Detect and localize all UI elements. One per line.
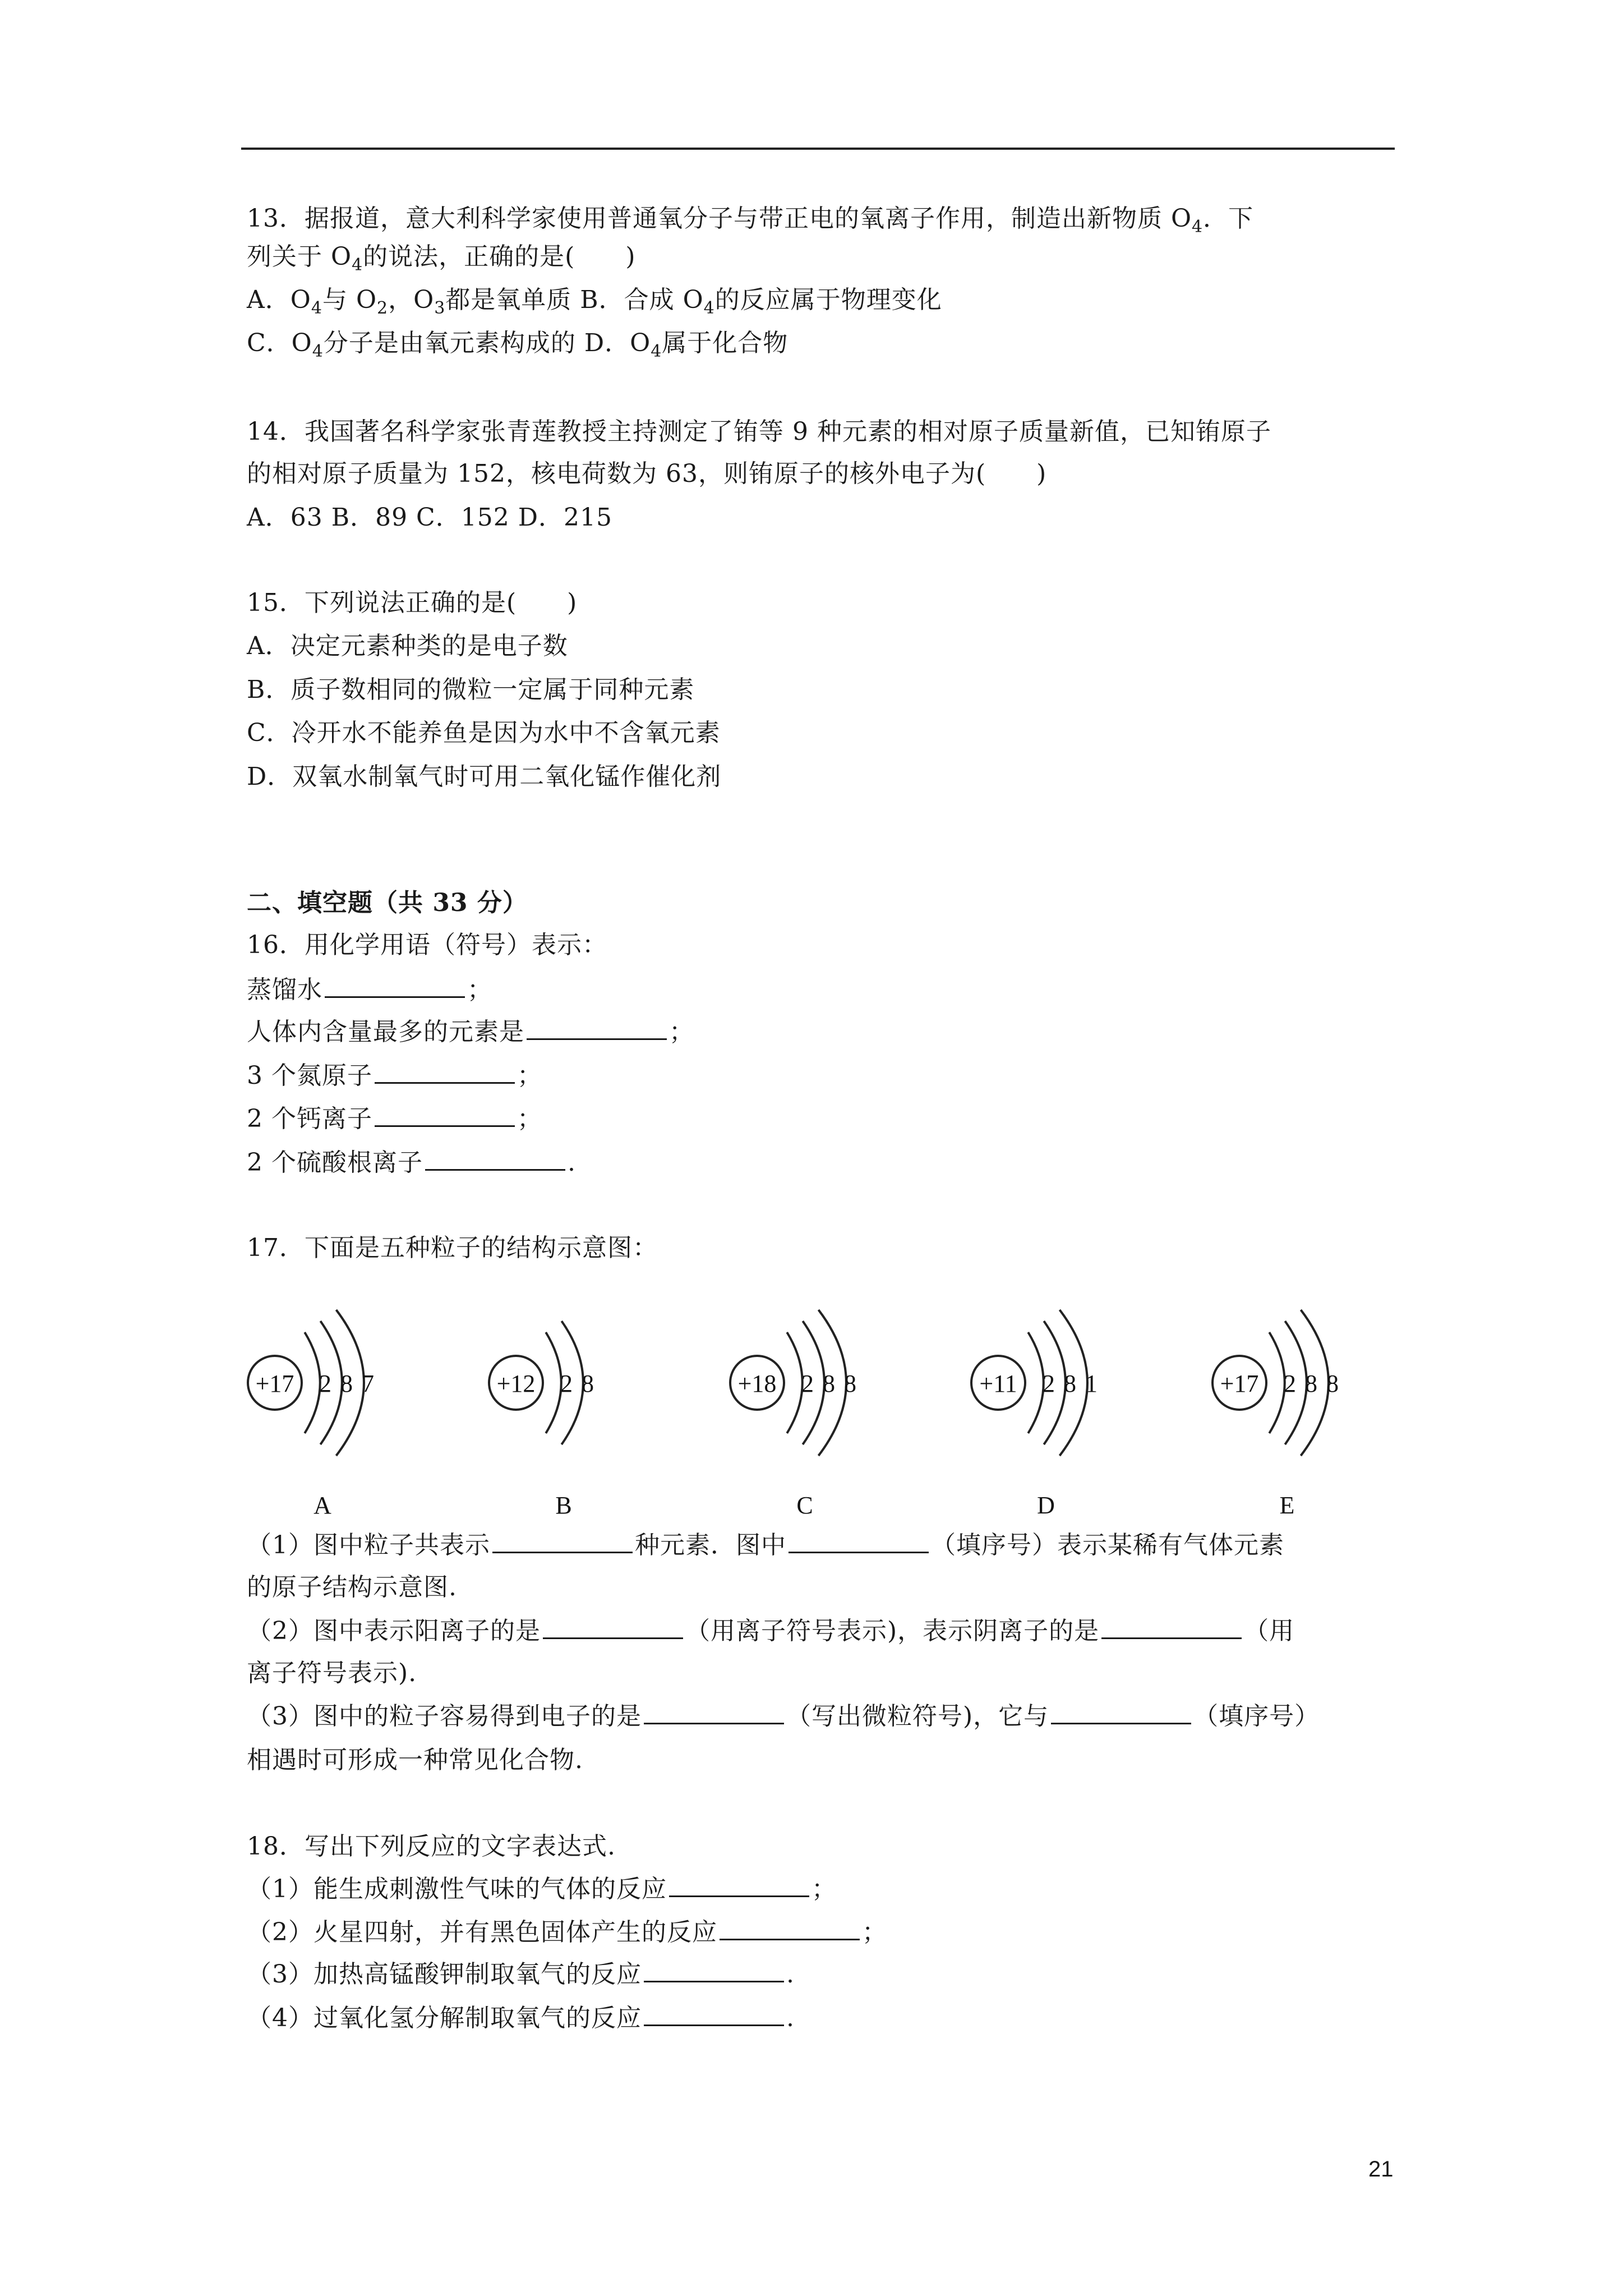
particle-label: B bbox=[555, 1492, 572, 1519]
q16-item bbox=[247, 1102, 542, 1136]
punct: ； bbox=[862, 1918, 887, 1947]
shell-electron-count: 7 bbox=[362, 1370, 374, 1397]
shell-electron-count: 2 bbox=[560, 1370, 573, 1397]
q17-text: （用离子符号表示)，表示阴离子的是 bbox=[685, 1617, 1100, 1645]
particle-structure-diagrams bbox=[241, 1279, 1419, 1526]
electron-shell-arc bbox=[787, 1332, 803, 1433]
q14-options: A．63 B．89 C．152 D．215 bbox=[247, 503, 612, 532]
q18-item bbox=[247, 2001, 795, 2035]
electron-shell-arc bbox=[546, 1332, 561, 1433]
page-number: 21 bbox=[1368, 2157, 1394, 2182]
q17-part3-line2: 相遇时可形成一种常见化合物. bbox=[247, 1746, 583, 1774]
electron-shell-arc bbox=[305, 1332, 320, 1433]
q18-item-text: （4）过氧化氢分解制取氧气的反应 bbox=[247, 2004, 642, 2032]
q14-stem-text: ) bbox=[1036, 459, 1047, 488]
q18-item-text: （1）能生成刺激性气味的气体的反应 bbox=[247, 1875, 667, 1903]
punct: . bbox=[567, 1148, 576, 1177]
q14-stem-text: 的相对原子质量为 152，核电荷数为 63，则铕原子的核外电子为( bbox=[247, 459, 986, 488]
punct: . bbox=[786, 2004, 795, 2032]
subscript: 4 bbox=[352, 255, 363, 275]
q13-option-text: 分子是由氧元素构成的 D．O bbox=[323, 329, 651, 357]
shell-electron-count: 8 bbox=[844, 1370, 856, 1397]
q17-part1-line2: 的原子结构示意图. bbox=[247, 1573, 457, 1602]
q13-option-text: 都是氧单质 B．合成 O bbox=[445, 286, 704, 314]
q17-text: 种元素．图中 bbox=[635, 1531, 786, 1559]
q13-stem-text: ．下 bbox=[1203, 204, 1254, 233]
answer-blank[interactable] bbox=[1101, 1615, 1242, 1639]
q16-item bbox=[247, 1015, 694, 1049]
shell-electron-count: 2 bbox=[1043, 1370, 1055, 1397]
q15-option-b: B．质子数相同的微粒一定属于同种元素 bbox=[247, 675, 695, 704]
q13-options-ab bbox=[247, 283, 942, 317]
q15-option-c: C．冷开水不能养鱼是因为水中不含氧元素 bbox=[247, 719, 721, 747]
q18-item bbox=[247, 1916, 887, 1949]
q13-option-text: 与 O bbox=[322, 286, 377, 314]
nucleus-charge: +12 bbox=[496, 1370, 536, 1397]
electron-shell-arc bbox=[1269, 1332, 1285, 1433]
q16-item bbox=[247, 1059, 542, 1093]
particle-label: D bbox=[1037, 1492, 1055, 1519]
answer-blank[interactable] bbox=[789, 1529, 929, 1553]
punct: ； bbox=[517, 1105, 542, 1133]
q13-stem-line1 bbox=[247, 202, 1253, 236]
shell-electron-count: 2 bbox=[319, 1370, 331, 1397]
q16-stem: 16．用化学用语（符号）表示： bbox=[247, 931, 607, 959]
particle-diagram-b bbox=[489, 1321, 594, 1519]
q17-text: （填序号） bbox=[1193, 1702, 1320, 1731]
q13-option-text: 的反应属于物理变化 bbox=[714, 286, 942, 314]
answer-blank[interactable] bbox=[644, 1958, 784, 1982]
q17-text: （写出微粒符号)，它与 bbox=[786, 1702, 1049, 1731]
q17-text: （用 bbox=[1244, 1617, 1295, 1645]
q16-item-text: 3 个氮原子 bbox=[247, 1061, 372, 1090]
answer-blank[interactable] bbox=[325, 974, 465, 998]
answer-blank[interactable] bbox=[644, 1700, 784, 1724]
shell-electron-count: 1 bbox=[1085, 1370, 1098, 1397]
punct: ； bbox=[517, 1061, 542, 1090]
shell-electron-count: 8 bbox=[823, 1370, 835, 1397]
punct: ； bbox=[467, 976, 492, 1004]
shell-electron-count: 8 bbox=[340, 1370, 353, 1397]
q15-option-a: A．决定元素种类的是电子数 bbox=[247, 632, 568, 660]
q13-stem-text: 列关于 O bbox=[247, 242, 352, 271]
q17-part3-line1 bbox=[247, 1700, 1320, 1733]
q16-item bbox=[247, 1146, 576, 1180]
q14-stem-line1: 14．我国著名科学家张青莲教授主持测定了铕等 9 种元素的相对原子质量新值，已知铕原子 bbox=[247, 417, 1271, 446]
q13-stem-text: 的说法，正确的是( bbox=[363, 242, 575, 271]
q15-option-d: D．双氧水制氧气时可用二氧化锰作催化剂 bbox=[247, 762, 722, 791]
q13-option-text: A．O bbox=[247, 286, 311, 314]
subscript: 4 bbox=[312, 341, 324, 361]
particle-diagram-e bbox=[1212, 1310, 1339, 1519]
punct: ； bbox=[811, 1875, 837, 1903]
answer-blank[interactable] bbox=[720, 1916, 860, 1940]
q15-stem-text: ) bbox=[567, 588, 578, 617]
answer-blank[interactable] bbox=[425, 1147, 565, 1171]
q17-text: （2）图中表示阳离子的是 bbox=[247, 1617, 541, 1645]
answer-blank[interactable] bbox=[543, 1615, 683, 1639]
shell-electron-count: 2 bbox=[1284, 1370, 1296, 1397]
particle-diagram-c bbox=[730, 1310, 856, 1519]
q17-part2-line2: 离子符号表示). bbox=[247, 1659, 417, 1687]
particle-label: E bbox=[1279, 1492, 1295, 1519]
q17-text: （填序号）表示某稀有气体元素 bbox=[931, 1531, 1284, 1559]
shell-electron-count: 8 bbox=[1305, 1370, 1317, 1397]
nucleus-charge: +11 bbox=[979, 1370, 1017, 1397]
subscript: 4 bbox=[703, 298, 715, 318]
q13-option-text: ，O bbox=[388, 286, 435, 314]
shell-electron-count: 8 bbox=[1326, 1370, 1339, 1397]
q18-item bbox=[247, 1872, 837, 1906]
nucleus-charge: +17 bbox=[1220, 1370, 1259, 1397]
subscript: 4 bbox=[651, 341, 662, 361]
q18-item bbox=[247, 1958, 795, 1991]
answer-blank[interactable] bbox=[492, 1529, 633, 1553]
answer-blank[interactable] bbox=[644, 2002, 784, 2026]
q13-options-cd bbox=[247, 326, 788, 360]
subscript: 4 bbox=[1192, 217, 1204, 237]
shell-electron-count: 8 bbox=[1064, 1370, 1076, 1397]
q16-item-text: 蒸馏水 bbox=[247, 976, 322, 1004]
subscript: 2 bbox=[377, 298, 389, 318]
punct: . bbox=[786, 1960, 795, 1989]
q13-stem-text: ) bbox=[625, 242, 636, 271]
particle-label: C bbox=[796, 1492, 813, 1519]
answer-blank[interactable] bbox=[375, 1060, 515, 1084]
q17-text: （1）图中粒子共表示 bbox=[247, 1531, 490, 1559]
q13-option-text: C．O bbox=[247, 329, 312, 357]
subscript: 4 bbox=[311, 298, 322, 318]
q17-part2-line1 bbox=[247, 1614, 1294, 1648]
q16-item-text: 2 个钙离子 bbox=[247, 1105, 372, 1133]
q16-item bbox=[247, 973, 492, 1007]
q16-item-text: 人体内含量最多的元素是 bbox=[247, 1018, 524, 1046]
q14-stem-line2 bbox=[247, 457, 1046, 491]
nucleus-charge: +18 bbox=[737, 1370, 777, 1397]
q17-text: （3）图中的粒子容易得到电子的是 bbox=[247, 1702, 642, 1731]
q15-stem bbox=[247, 586, 577, 620]
q17-part1-line1 bbox=[247, 1529, 1284, 1562]
q13-stem-text: 13．据报道，意大利科学家使用普通氧分子与带正电的氧离子作用，制造出新物质 O bbox=[247, 204, 1192, 233]
particle-diagram-d bbox=[971, 1310, 1098, 1519]
particle-diagram-a bbox=[248, 1310, 374, 1519]
q15-stem-text: 15．下列说法正确的是( bbox=[247, 588, 517, 617]
q18-item-text: （2）火星四射，并有黑色固体产生的反应 bbox=[247, 1918, 717, 1947]
header-rule bbox=[241, 148, 1395, 150]
electron-shell-arc bbox=[1028, 1332, 1044, 1433]
q13-option-text: 属于化合物 bbox=[662, 329, 789, 357]
q13-stem-line2 bbox=[247, 240, 636, 274]
q18-item-text: （3）加热高锰酸钾制取氧气的反应 bbox=[247, 1960, 642, 1989]
shell-electron-count: 2 bbox=[801, 1370, 814, 1397]
shell-electron-count: 8 bbox=[582, 1370, 594, 1397]
answer-blank[interactable] bbox=[669, 1873, 809, 1897]
subscript: 3 bbox=[434, 298, 446, 318]
answer-blank[interactable] bbox=[1051, 1700, 1191, 1724]
punct: ； bbox=[669, 1018, 694, 1046]
particle-label: A bbox=[313, 1492, 331, 1519]
section-title: 二、填空题（共 33 分） bbox=[247, 889, 528, 917]
nucleus-charge: +17 bbox=[255, 1370, 294, 1397]
q17-stem: 17．下面是五种粒子的结构示意图： bbox=[247, 1234, 658, 1262]
answer-blank[interactable] bbox=[527, 1016, 667, 1040]
q16-item-text: 2 个硫酸根离子 bbox=[247, 1148, 423, 1177]
answer-blank[interactable] bbox=[375, 1103, 515, 1127]
q18-stem: 18．写出下列反应的文字表达式. bbox=[247, 1832, 616, 1861]
